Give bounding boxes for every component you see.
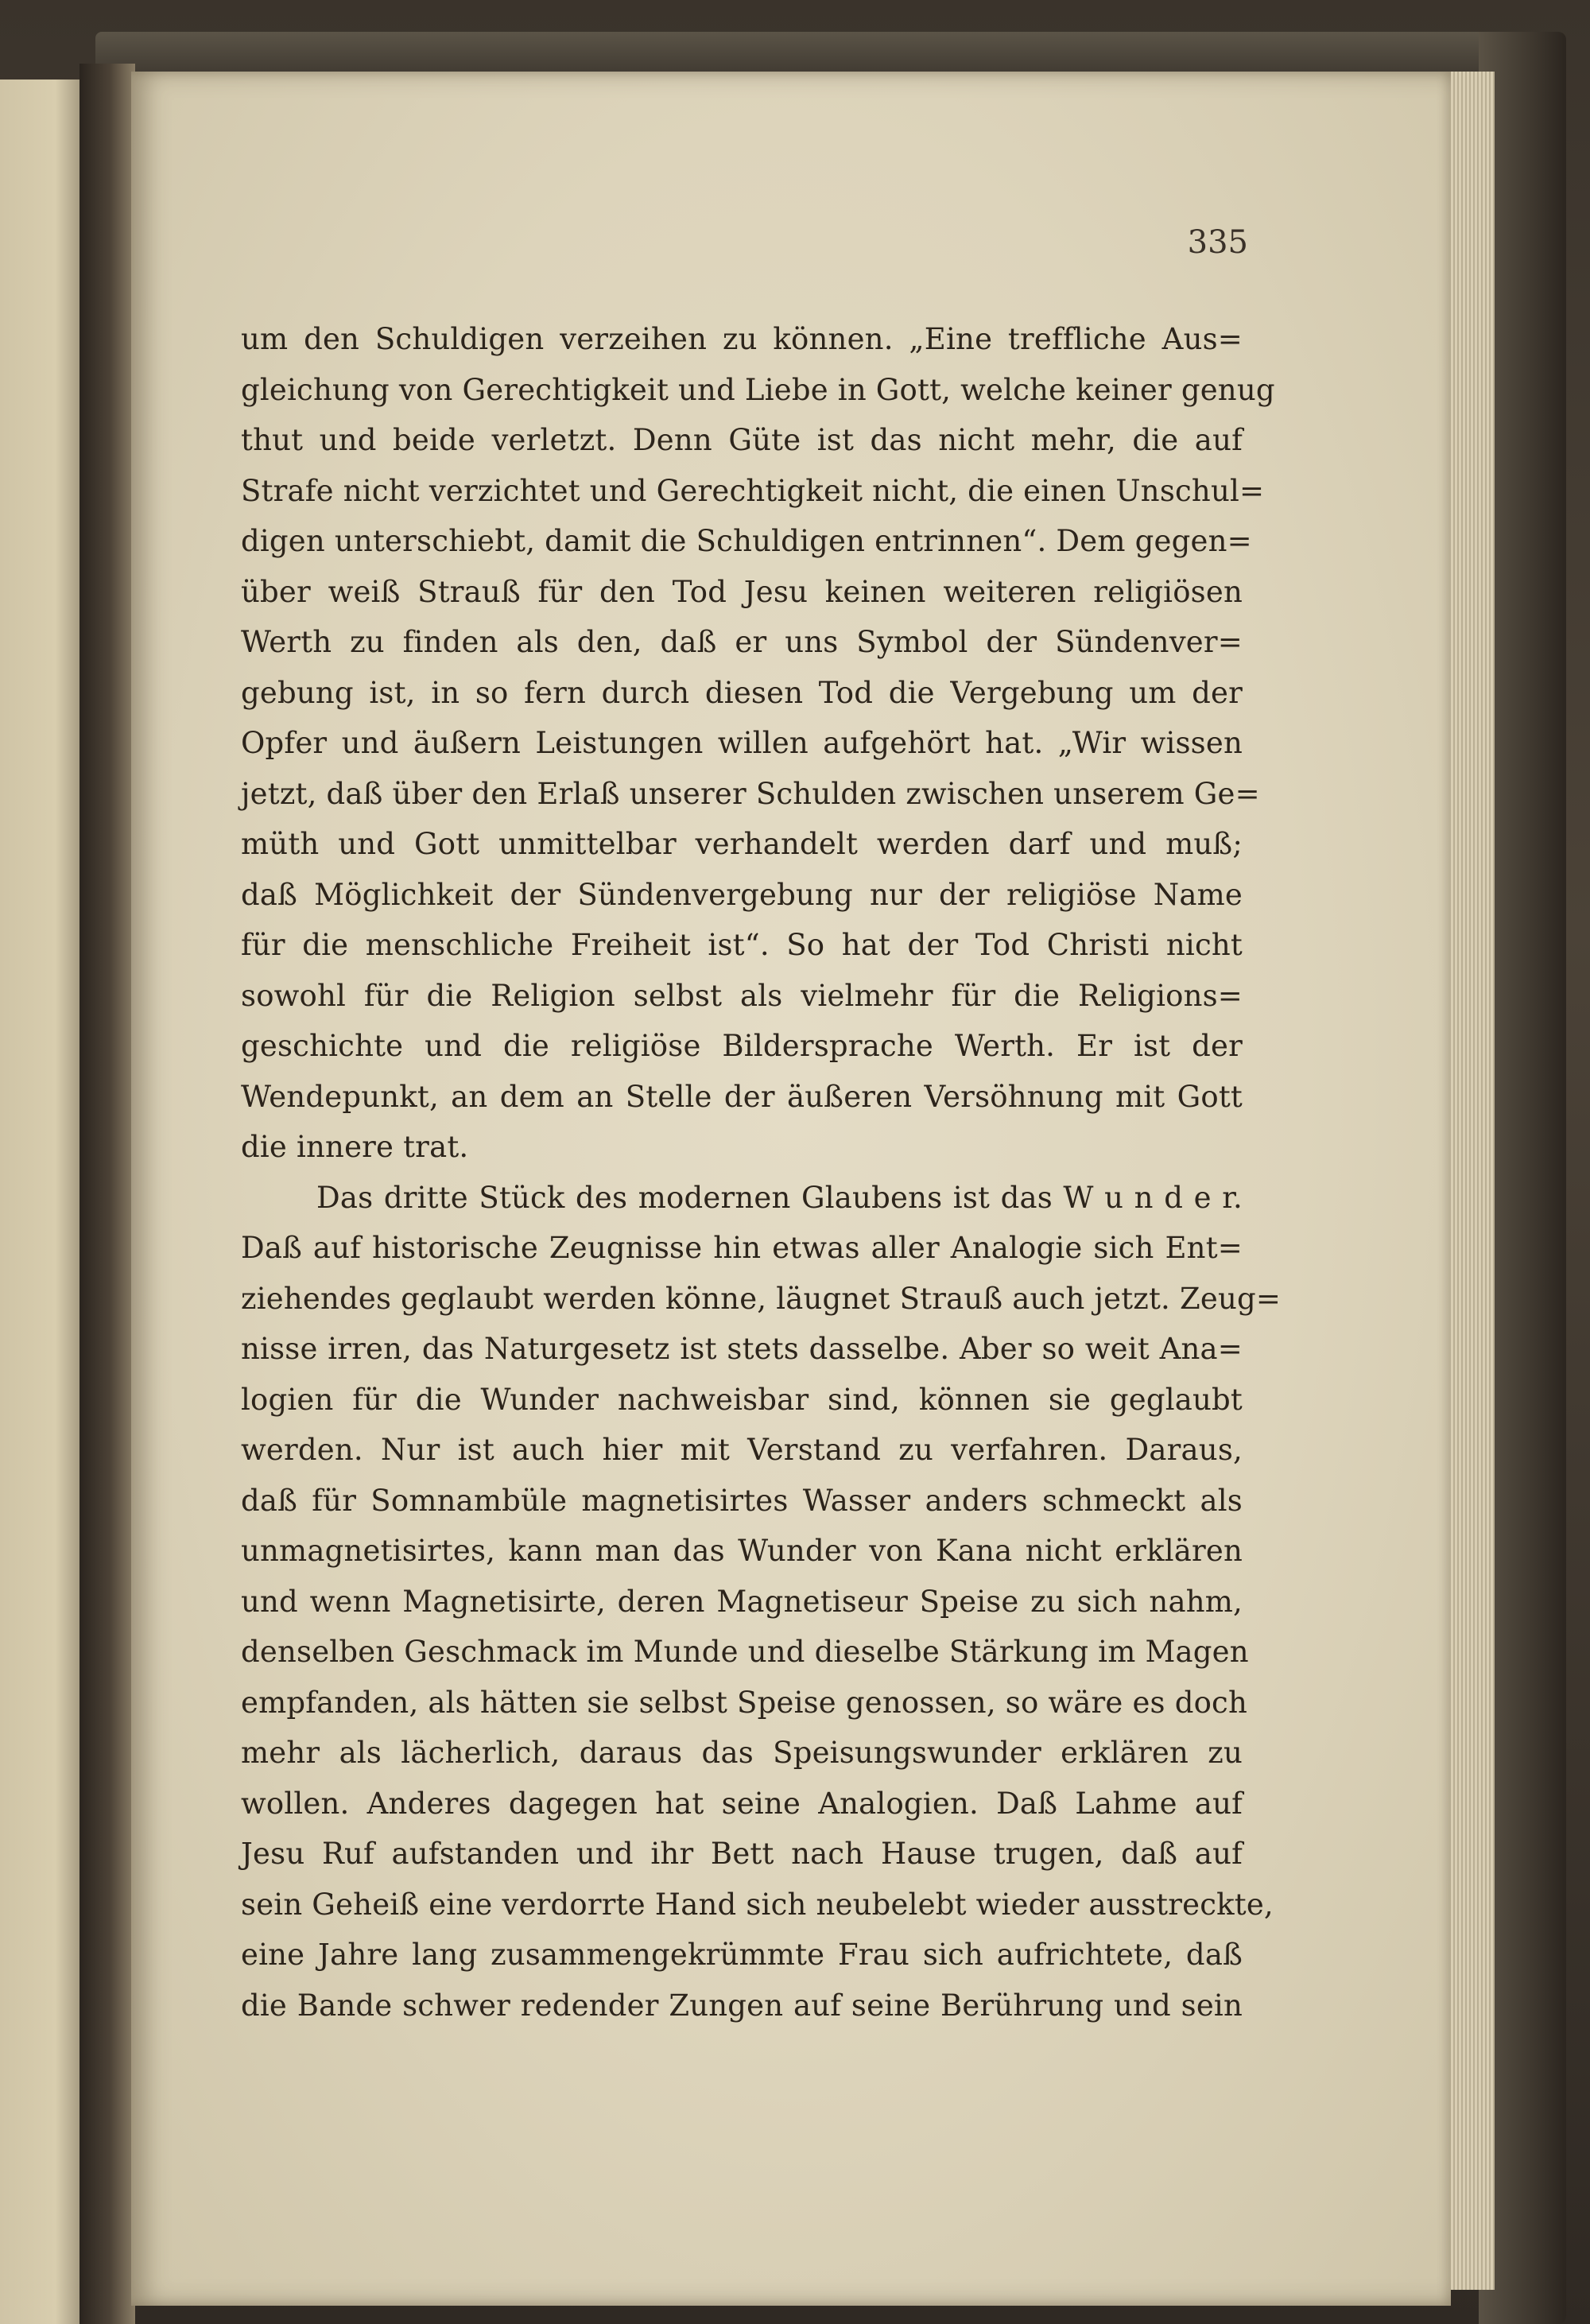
text-line: für die menschliche Freiheit ist“. So hat der Tod Christi nicht: [241, 928, 1243, 962]
text-line: geschichte und die religiöse Bildersprache Werth. Er ist der: [241, 1029, 1243, 1063]
text-line: gebung ist, in so fern durch diesen Tod die Vergebung um der: [241, 675, 1243, 710]
text-line: wollen. Anderes dagegen hat seine Analogien. Daß Lahme auf: [241, 1786, 1243, 1821]
text-line: logien für die Wunder nachweisbar sind, können sie geglaubt: [241, 1382, 1243, 1417]
text-line: unmagnetisirtes, kann man das Wunder von Kana nicht erklären: [241, 1534, 1243, 1568]
text-line: empfanden, als hätten sie selbst Speise genossen, so wäre es doch: [241, 1685, 1248, 1720]
text-line: denselben Geschmack im Munde und dieselbe Stärkung im Magen: [241, 1635, 1249, 1669]
text-line: sein Geheiß eine verdorrte Hand sich neubelebt wieder ausstreckte,: [241, 1887, 1274, 1922]
facing-page-edge: [0, 80, 82, 2324]
text-line: eine Jahre lang zusammengekrümmte Frau sich aufrichtete, daß: [241, 1938, 1243, 1972]
text-line: Wendepunkt, an dem an Stelle der äußeren Versöhnung mit Gott: [241, 1079, 1243, 1114]
text-line: gleichung von Gerechtigkeit und Liebe in Gott, welche keiner genug: [241, 372, 1275, 407]
text-line: die Bande schwer redender Zungen auf seine Berührung und sein: [241, 1988, 1243, 2023]
text-line: die innere trat.: [241, 1130, 469, 1164]
text-line: Daß auf historische Zeugnisse hin etwas aller Analogie sich Ent=: [241, 1231, 1243, 1265]
text-line: Strafe nicht verzichtet und Gerechtigkeit nicht, die einen Unschul=: [241, 473, 1265, 508]
text-line: sowohl für die Religion selbst als vielmehr für die Religions=: [241, 978, 1243, 1013]
body-text: [241, 314, 1282, 2031]
text-line: digen unterschiebt, damit die Schuldigen entrinnen“. Dem gegen=: [241, 524, 1252, 558]
text-line: ziehendes geglaubt werden könne, läugnet Strauß auch jetzt. Zeug=: [241, 1281, 1282, 1316]
text-line: um den Schuldigen verzeihen zu können. „Eine treffliche Aus=: [241, 322, 1243, 356]
text-line: Jesu Ruf aufstanden und ihr Bett nach Hause trugen, daß auf: [241, 1837, 1243, 1871]
text-line: daß Möglichkeit der Sündenvergebung nur der religiöse Name: [241, 877, 1243, 912]
text-line: über weiß Strauß für den Tod Jesu keinen weiteren religiösen: [241, 574, 1243, 609]
text-line: und wenn Magnetisirte, deren Magnetiseur Speise zu sich nahm,: [241, 1584, 1243, 1619]
text-line: Das dritte Stück des modernen Glaubens ist das W u n d e r.: [316, 1180, 1243, 1215]
text-line: Werth zu finden als den, daß er uns Symbol der Sündenver=: [241, 625, 1243, 659]
text-line: nisse irren, das Naturgesetz ist stets dasselbe. Aber so weit Ana=: [241, 1332, 1243, 1366]
page-block-edges: [1447, 72, 1495, 2290]
text-line: mehr als lächerlich, daraus das Speisungswunder erklären zu: [241, 1736, 1243, 1770]
text-line: thut und beide verletzt. Denn Güte ist das nicht mehr, die auf: [241, 423, 1243, 457]
text-line: werden. Nur ist auch hier mit Verstand zu verfahren. Daraus,: [241, 1433, 1243, 1467]
book-gutter: [80, 64, 135, 2324]
text-line: jetzt, daß über den Erlaß unserer Schulden zwischen unserem Ge=: [241, 776, 1260, 811]
text-line: müth und Gott unmittelbar verhandelt werden darf und muß;: [241, 827, 1243, 861]
text-line: Opfer und äußern Leistungen willen aufgehört hat. „Wir wissen: [241, 726, 1243, 760]
text-line: daß für Somnambüle magnetisirtes Wasser anders schmeckt als: [241, 1483, 1243, 1518]
page-number: 335: [1187, 224, 1248, 261]
